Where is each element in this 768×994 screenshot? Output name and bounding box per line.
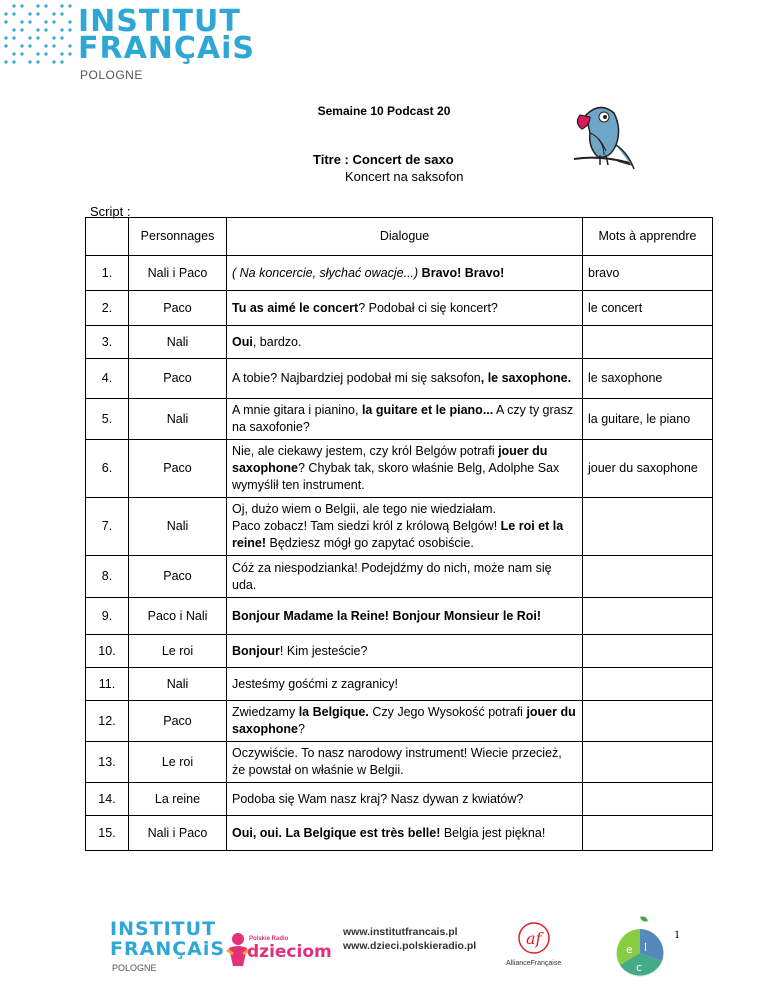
table-row	[86, 742, 713, 783]
row-character: Le roi	[129, 635, 227, 668]
row-character: Nali	[129, 668, 227, 701]
elc-letter-l: l	[644, 941, 648, 954]
row-character: Nali	[129, 498, 227, 556]
row-dialogue: Podoba się Wam nasz kraj? Nasz dywan z kwiatów?	[227, 783, 583, 816]
table-row	[86, 359, 713, 399]
af-name: AllianceFrançaise	[506, 960, 562, 967]
row-number: 15.	[86, 816, 129, 851]
header-cell-num	[86, 218, 129, 256]
parrot-illustration	[560, 95, 648, 175]
row-character: Nali	[129, 399, 227, 440]
header-cell-dialogue: Dialogue	[227, 218, 583, 256]
row-number: 9.	[86, 598, 129, 635]
header-cell-characters: Personnages	[129, 218, 227, 256]
footer-logo-line-3: POLOGNE	[112, 963, 157, 973]
row-number: 10.	[86, 635, 129, 668]
row-number: 4.	[86, 359, 129, 399]
row-character: Nali i Paco	[129, 256, 227, 291]
table-row	[86, 440, 713, 498]
week-heading: Semaine 10 Podcast 20	[317, 104, 451, 118]
elc-emblem-icon	[610, 915, 670, 981]
document-title: Titre : Concert de saxo	[313, 152, 454, 167]
row-words: le saxophone	[583, 359, 713, 399]
row-number: 14.	[86, 783, 129, 816]
script-label: Script :	[90, 204, 131, 219]
elc-logo	[610, 915, 670, 981]
row-words: le concert	[583, 291, 713, 326]
row-number: 6.	[86, 440, 129, 498]
table-row	[86, 291, 713, 326]
row-words	[583, 668, 713, 701]
row-words	[583, 742, 713, 783]
logo-line-3: POLOGNE	[80, 68, 143, 82]
alliance-francaise-logo	[506, 918, 562, 978]
row-number: 11.	[86, 668, 129, 701]
row-dialogue: Oui, oui. La Belgique est très belle! Belgia jest piękna!	[227, 816, 583, 851]
institut-francais-logo	[0, 0, 256, 90]
row-character: Paco	[129, 291, 227, 326]
row-dialogue: Jesteśmy gośćmi z zagranicy!	[227, 668, 583, 701]
row-words	[583, 598, 713, 635]
row-dialogue: Cóż za niespodzianka! Podejdźmy do nich, może nam się uda.	[227, 556, 583, 598]
row-character: Paco	[129, 701, 227, 742]
script-table	[85, 217, 713, 851]
footer-logo-line-2: FRANÇAiS	[110, 938, 226, 960]
row-character: Paco	[129, 440, 227, 498]
row-dialogue: Bonjour Madame la Reine! Bonjour Monsieur le Roi!	[227, 598, 583, 635]
document-subtitle: Koncert na saksofon	[345, 169, 464, 184]
row-words	[583, 326, 713, 359]
row-character: Paco	[129, 556, 227, 598]
table-row	[86, 556, 713, 598]
row-words	[583, 556, 713, 598]
prd-main-label: dzieciom	[247, 942, 332, 962]
elc-letter-c: c	[636, 961, 643, 974]
footer-institut-logo	[110, 918, 226, 988]
footer-urls	[343, 925, 476, 953]
row-number: 12.	[86, 701, 129, 742]
row-dialogue: Oui, bardzo.	[227, 326, 583, 359]
row-number: 7.	[86, 498, 129, 556]
url-institut[interactable]: www.institutfrancais.pl	[343, 926, 458, 938]
row-words: bravo	[583, 256, 713, 291]
row-number: 13.	[86, 742, 129, 783]
af-emblem-icon	[506, 918, 562, 960]
row-number: 2.	[86, 291, 129, 326]
row-dialogue: A tobie? Najbardziej podobał mi się saksofon, le saxophone.	[227, 359, 583, 399]
row-dialogue: Zwiedzamy la Belgique. Czy Jego Wysokość potrafi jouer du saxophone?	[227, 701, 583, 742]
row-character: Paco	[129, 359, 227, 399]
row-character: Paco i Nali	[129, 598, 227, 635]
row-dialogue: Oczywiście. To nasz narodowy instrument! Wiecie przecież, że powstał on właśnie w Belgii.	[227, 742, 583, 783]
table-row	[86, 256, 713, 291]
table-row	[86, 816, 713, 851]
table-row	[86, 701, 713, 742]
logo-line-2: FRANÇAiS	[78, 31, 256, 66]
row-dialogue: Oj, dużo wiem o Belgii, ale tego nie wiedziałam. Paco zobacz! Tam siedzi król z królową Belgów! Le roi et la reine! Będziesz mógł go zapytać osobiście.	[227, 498, 583, 556]
row-dialogue: Tu as aimé le concert? Podobał ci się koncert?	[227, 291, 583, 326]
row-character: Nali	[129, 326, 227, 359]
page-number: 1	[674, 927, 680, 941]
row-number: 5.	[86, 399, 129, 440]
row-number: 8.	[86, 556, 129, 598]
row-words	[583, 498, 713, 556]
row-number: 3.	[86, 326, 129, 359]
polskie-radio-logo	[225, 930, 332, 970]
table-row	[86, 326, 713, 359]
dotted-pattern-icon	[0, 0, 80, 70]
elc-letter-e: e	[626, 943, 633, 956]
row-words	[583, 635, 713, 668]
header-cell-words: Mots à apprendre	[583, 218, 713, 256]
row-character: Le roi	[129, 742, 227, 783]
row-character: Nali i Paco	[129, 816, 227, 851]
row-dialogue: Nie, ale ciekawy jestem, czy król Belgów potrafi jouer du saxophone? Chybak tak, skoro właśnie Belg, Adolphe Sax wymyślił ten instrument.	[227, 440, 583, 498]
logo-line-1: INSTITUT	[78, 4, 241, 39]
row-words	[583, 701, 713, 742]
url-polskieradio[interactable]: www.dzieci.polskieradio.pl	[343, 940, 477, 952]
row-words	[583, 783, 713, 816]
table-row	[86, 598, 713, 635]
prd-small-label: Polskie Radio	[249, 936, 289, 942]
row-dialogue: ( Na koncercie, słychać owacje...) Bravo! Bravo!	[227, 256, 583, 291]
table-row	[86, 399, 713, 440]
row-words: jouer du saxophone	[583, 440, 713, 498]
table-row	[86, 498, 713, 556]
table-row	[86, 635, 713, 668]
row-number: 1.	[86, 256, 129, 291]
row-dialogue: Bonjour! Kim jesteście?	[227, 635, 583, 668]
row-dialogue: A mnie gitara i pianino, la guitare et le piano... A czy ty grasz na saxofonie?	[227, 399, 583, 440]
table-row	[86, 783, 713, 816]
footer-logo-line-1: INSTITUT	[110, 918, 217, 940]
row-words	[583, 816, 713, 851]
table-row	[86, 668, 713, 701]
row-character: La reine	[129, 783, 227, 816]
row-words: la guitare, le piano	[583, 399, 713, 440]
af-mark: af	[526, 929, 542, 948]
table-header-row	[86, 218, 713, 256]
